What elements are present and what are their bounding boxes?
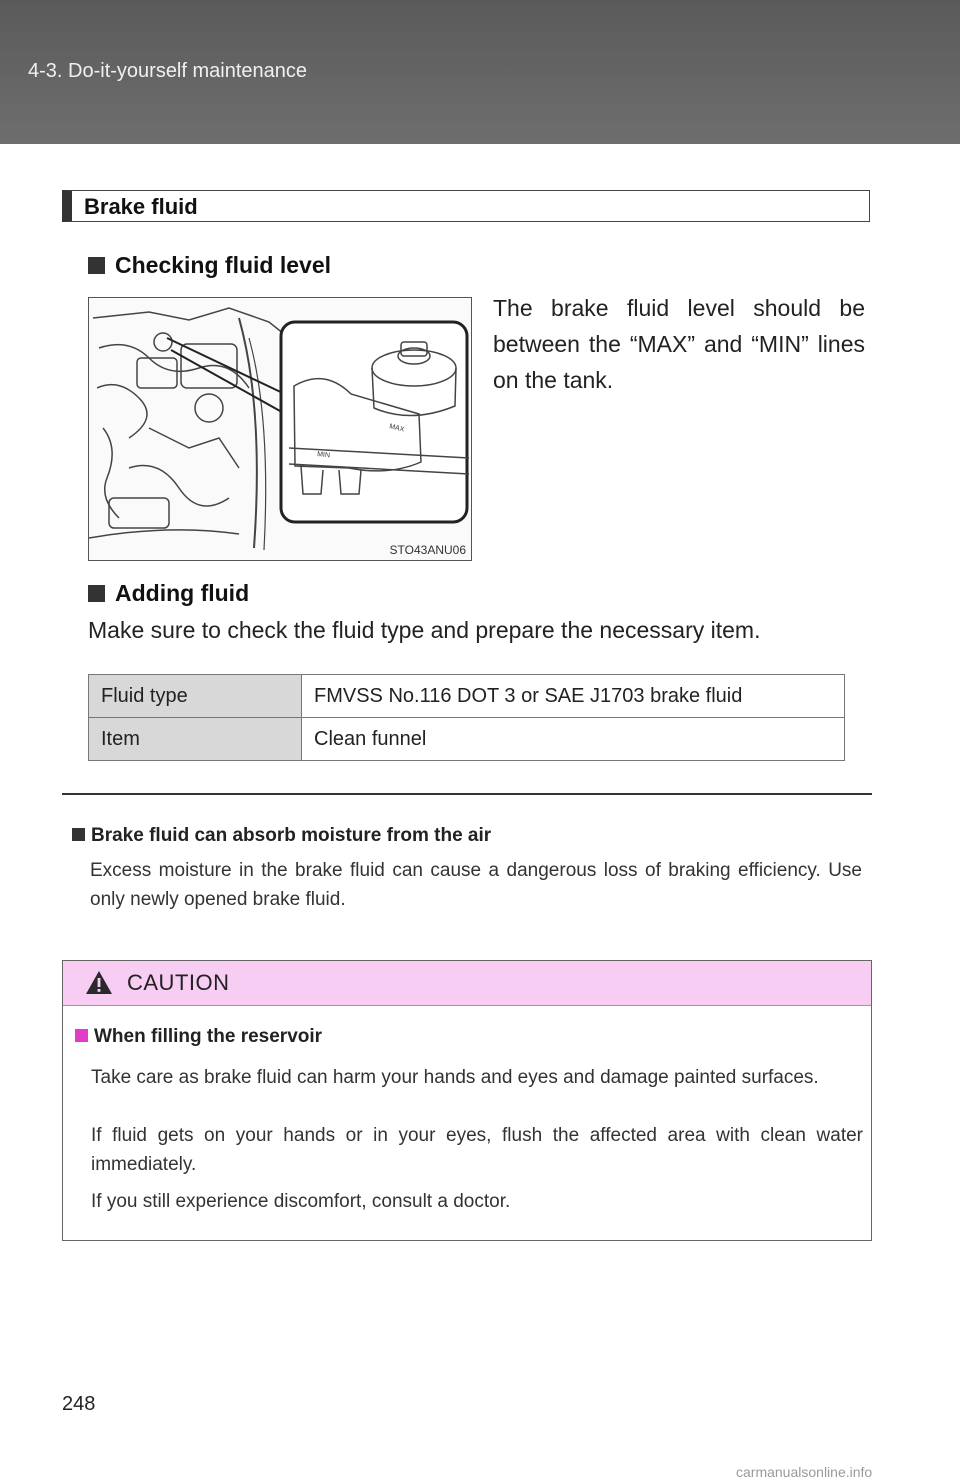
square-bullet-icon	[88, 257, 105, 274]
caution-heading	[75, 1026, 322, 1048]
square-bullet-icon	[72, 828, 85, 841]
max-line-label: MAX	[388, 423, 405, 434]
square-bullet-icon	[75, 1029, 88, 1042]
page-header	[0, 0, 960, 144]
warning-triangle-icon	[85, 970, 113, 995]
note-text: Excess moisture in the brake fluid can cause a dangerous loss of braking efficiency. Use only newly opened brake fluid.	[90, 860, 862, 910]
table-cell-value: FMVSS No.116 DOT 3 or SAE J1703 brake fluid	[302, 675, 845, 718]
caution-text-2: If fluid gets on your hands or in your eyes, flush the affected area with clean water immediately.	[91, 1125, 863, 1175]
caution-header	[63, 961, 871, 1006]
table-row	[89, 675, 845, 718]
caution-box	[62, 960, 872, 1241]
table-cell-label: Fluid type	[89, 675, 302, 718]
page-number: 248	[62, 1393, 96, 1415]
caution-heading-text: When filling the reservoir	[94, 1026, 323, 1047]
min-line-label: MIN	[316, 451, 331, 460]
fluid-spec-table	[88, 674, 845, 761]
table-row	[89, 718, 845, 761]
note-heading	[72, 825, 491, 847]
checking-description: The brake fluid level should be between the “MAX” and “MIN” lines on the tank.	[493, 295, 865, 393]
adding-heading-text: Adding fluid	[115, 580, 250, 606]
table-cell-label: Item	[89, 718, 302, 761]
caution-text-1: Take care as brake fluid can harm your hands and eyes and damage painted surfaces.	[91, 1067, 819, 1088]
figure-code: STO43ANU06	[389, 543, 466, 557]
checking-heading	[88, 252, 331, 279]
table-cell-value: Clean funnel	[302, 718, 845, 761]
header-section-title: 4-3. Do-it-yourself maintenance	[28, 60, 308, 82]
adding-heading	[88, 580, 249, 607]
section-title: Brake fluid	[84, 194, 198, 219]
caution-label: CAUTION	[127, 970, 230, 995]
square-bullet-icon	[88, 585, 105, 602]
section-title-bar	[62, 190, 870, 222]
adding-description: Make sure to check the fluid type and prepare the necessary item.	[88, 617, 761, 643]
brake-reservoir-illustration	[88, 297, 472, 561]
section-divider	[62, 793, 872, 795]
watermark: carmanualsonline.info	[736, 1464, 873, 1480]
note-heading-text: Brake fluid can absorb moisture from the air	[91, 825, 492, 846]
checking-heading-text: Checking fluid level	[115, 252, 331, 278]
engine-bay-drawing	[89, 298, 472, 561]
caution-text-3: If you still experience discomfort, consult a doctor.	[91, 1191, 511, 1212]
